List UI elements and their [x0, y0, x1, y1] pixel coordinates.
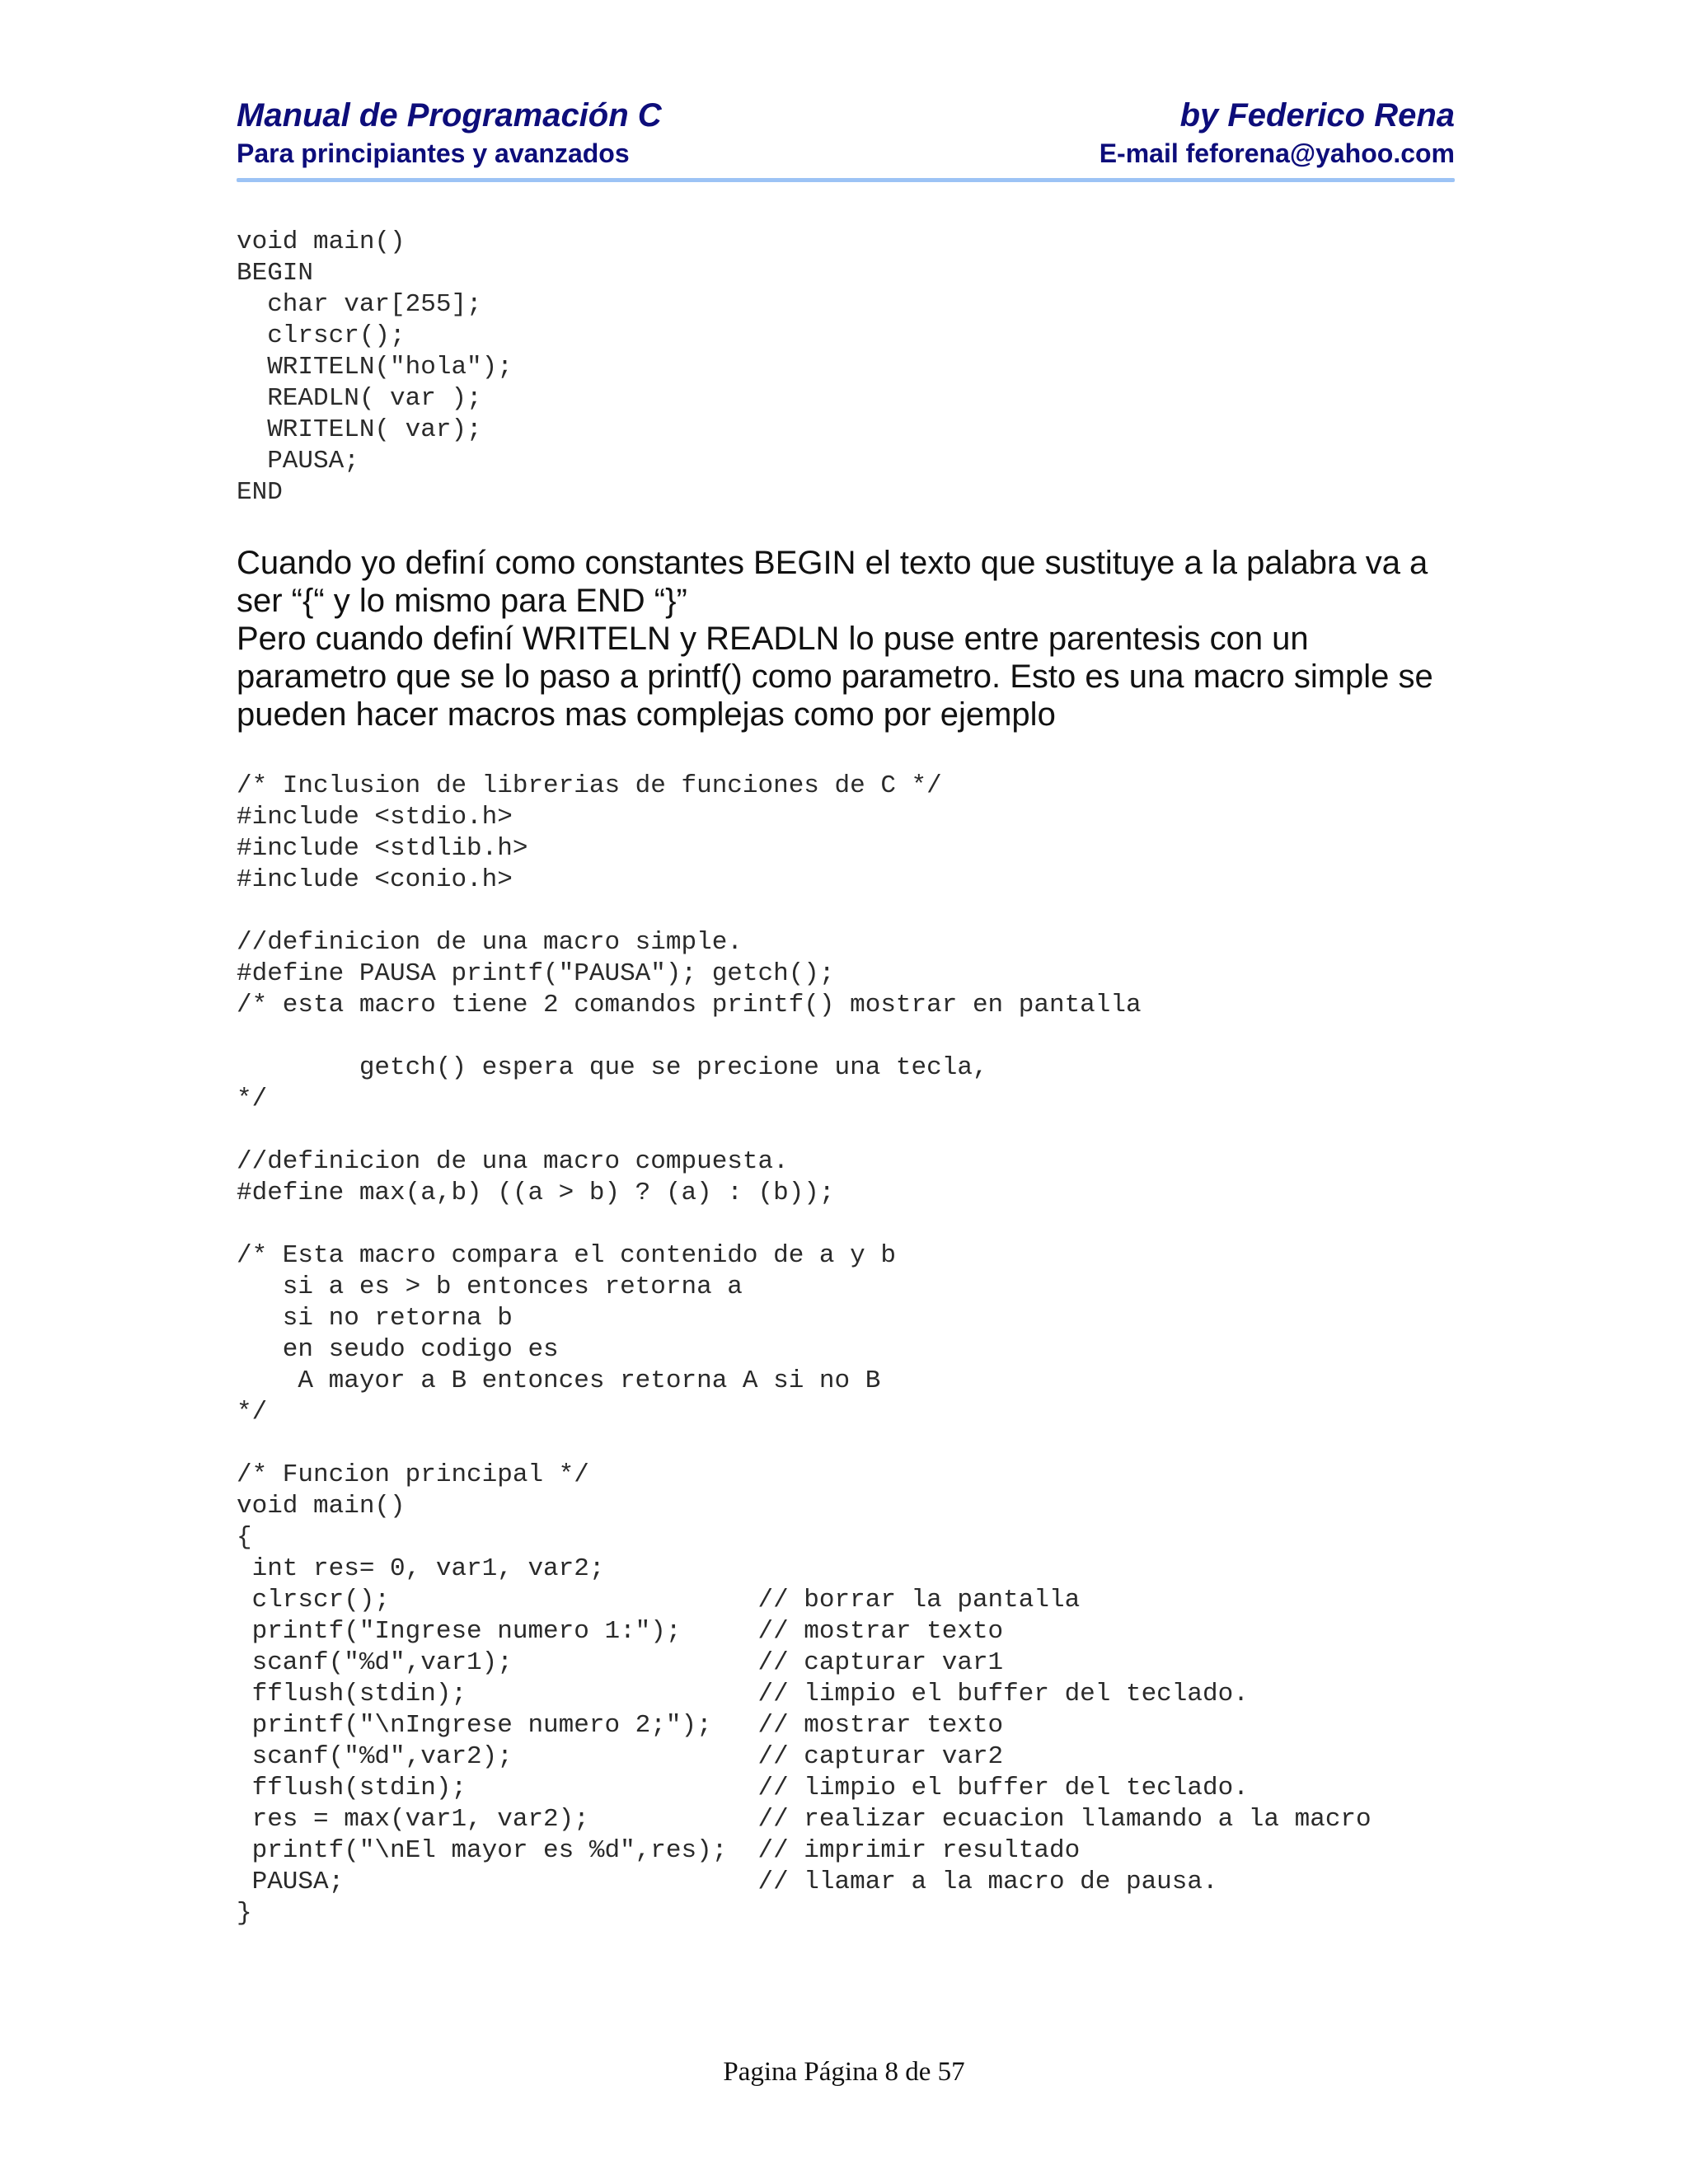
- code-block-begin-end: void main() BEGIN char var[255]; clrscr(); WRITELN("hola"); READLN( var ); WRITELN( var); PAUSA; END: [237, 227, 513, 507]
- code-block-macros: /* Inclusion de librerias de funciones de C */ #include <stdio.h> #include <stdlib.h> #include <conio.h> //definicion de una macro simple. #define PAUSA printf("PAUSA"); getch(); /* esta macro tiene 2 comandos printf() mostrar en pantalla getch() espera que se precione una tecla, */ //definicion de una macro compuesta. #define max(a,b) ((a > b) ? (a) : (b)); /* Esta macro compara el contenido de a y b si a es > b entonces retorna a si no retorna b en seudo codigo es A mayor a B entonces retorna A si no B */ /* Funcion principal */ void main() { int res= 0, var1, var2; clrscr(); // borrar la pantalla printf("Ingrese numero 1:"); // mostrar texto scanf("%d",var1); // capturar var1 fflush(stdin); // limpio el buffer del teclado. printf("\nIngrese numero 2;"); // mostrar texto scanf("%d",var2); // capturar var2 fflush(stdin); // limpio el buffer del teclado. res = max(var1, var2); // realizar ecuacion llamando a la macro printf("\nEl mayor es %d",res); // imprimir resultado PAUSA; // llamar a la macro de pausa. }: [237, 771, 1372, 1928]
- page-number: Pagina Página 8 de 57: [723, 2057, 965, 2087]
- manual-title: Manual de Programación C: [237, 97, 662, 134]
- explanation-text: [237, 544, 1465, 733]
- page-header: [237, 97, 1455, 188]
- author-email: E-mail feforena@yahoo.com: [1099, 138, 1455, 168]
- paragraph-constants: Cuando yo definí como constantes BEGIN el texto que sustituye a la palabra va a ser “{“ y lo mismo para END “}”: [237, 545, 1428, 619]
- manual-subtitle: Para principiantes y avanzados: [237, 138, 630, 168]
- paragraph-macros: Pero cuando definí WRITELN y READLN lo puse entre parentesis con un parametro que se lo paso a printf() como parametro. Esto es una macro simple se pueden hacer macros mas complejas como por ejemplo: [237, 621, 1433, 733]
- author-name: by Federico Rena: [1179, 97, 1455, 134]
- header-divider: [237, 178, 1455, 182]
